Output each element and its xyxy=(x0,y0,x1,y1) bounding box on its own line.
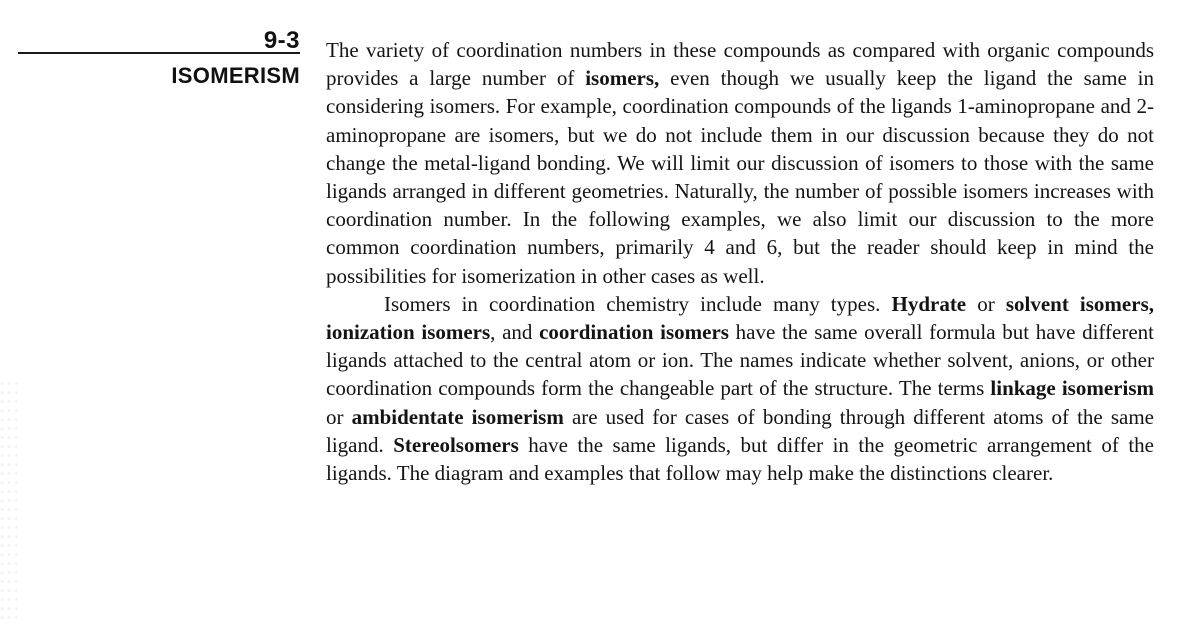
text-run: are used for cases of bonding through different atoms of the same ligand. xyxy=(326,404,1154,457)
body-text xyxy=(326,36,1154,487)
text-run: or xyxy=(966,291,1006,316)
text-run: , and xyxy=(490,320,540,345)
text-run: have the same ligands, but differ in the geometric arrangement of the ligands. The diagram and examples that follow may help make the distinctions clearer. xyxy=(326,432,1154,486)
text-run: or xyxy=(326,404,352,429)
bold-term: Stereolsomers xyxy=(393,432,519,457)
section-number: 9-3 xyxy=(263,27,300,54)
bold-term: coordination isomers xyxy=(539,320,729,345)
text-run: have the same overall formula but have different ligands attached to the central atom or ion. The names indicate whether solvent, anions, or other coordination compounds form the changeable part of the structure. The terms xyxy=(326,320,1154,401)
bold-term: solvent isomers, ionization isomers xyxy=(326,291,1154,345)
bold-term: isomers, xyxy=(585,66,660,91)
scan-edge-noise xyxy=(0,380,22,620)
section-title: ISOMERISM xyxy=(171,63,300,88)
text-run: even though we usually keep the ligand the same in considering isomers. For example, coordination compounds of the ligands 1-aminopropane and 2-aminopropane are isomers, but we do not include them in our discussion because they do not change the metal-ligand bonding. We will limit our discussion of isomers to those with the same ligands arranged in different geometries. Naturally, the number of possible isomers increases with coordination number. In the following examples, we also limit our discussion to the more common coordination numbers, primarily 4 and 6, but the reader should keep in mind the possibilities for isomerization in other cases as well. xyxy=(326,66,1154,288)
section-heading xyxy=(120,28,300,88)
text-run: Isomers in coordination chemistry include many types. xyxy=(384,291,892,316)
text-run: The variety of coordination numbers in these compounds as compared with organic compounds provides a large number of xyxy=(326,38,1154,91)
bold-term: Hydrate xyxy=(891,291,967,316)
paragraph-2 xyxy=(326,290,1154,487)
bold-term: ambidentate isomerism xyxy=(351,404,564,429)
bold-term: linkage isomerism xyxy=(990,376,1154,401)
paragraph-1 xyxy=(326,36,1154,290)
